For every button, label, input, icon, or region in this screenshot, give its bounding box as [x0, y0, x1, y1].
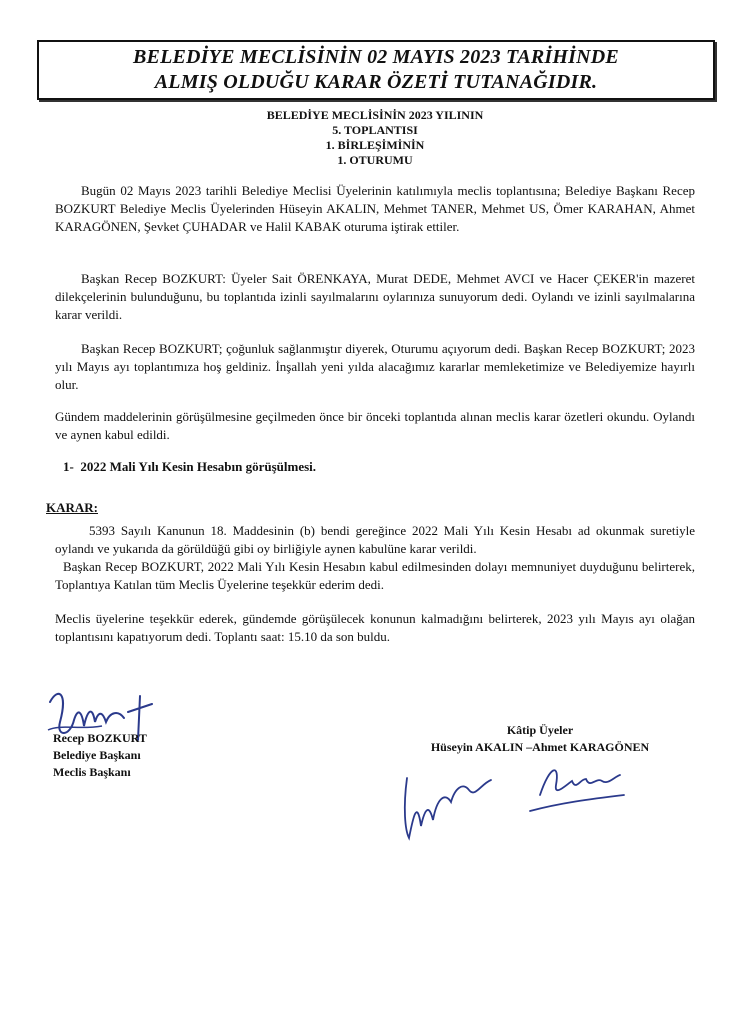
- session-line-3: 1. BİRLEŞİMİNİN: [325, 138, 425, 152]
- session-header: [190, 108, 560, 168]
- agenda-text: 2022 Mali Yılı Kesin Hesabın görüşülmesi.: [80, 459, 317, 474]
- closing-paragraph: [55, 610, 695, 646]
- clerks-names: Hüseyin AKALIN –Ahmet KARAGÖNEN: [430, 740, 650, 754]
- attendance-paragraph: [55, 182, 695, 236]
- decision-heading: KARAR:: [46, 500, 98, 515]
- agenda-number: 1-: [63, 459, 74, 474]
- clerks-signature-block: [390, 722, 690, 756]
- decision-text-1: 5393 Sayılı Kanunun 18. Maddesinin (b) bendi gereğince 2022 Mali Yılı Kesin Hesabı ad okunmak suretiyle oylandı ve yukarıda da görüldüğü gibi oy birliğiyle aynen kabulüne karar verildi.: [55, 523, 695, 556]
- opening-paragraph: [55, 340, 695, 394]
- previous-minutes-text: Gündem maddelerinin görüşülmesine geçilmeden önce bir önceki toplantıda alınan meclis karar özetleri okundu. Oylandı ve aynen kabul edildi.: [55, 409, 695, 442]
- decision-paragraph-2: [55, 558, 695, 594]
- mayor-title-2: Meclis Başkanı: [53, 765, 131, 779]
- clerk-2-signature-icon: [520, 755, 630, 825]
- decision-text-2: Başkan Recep BOZKURT, 2022 Mali Yılı Kesin Hesabın kabul edilmesinden dolayı memnuniyet duyduğunu belirterek, Toplantıya Katılan tüm Meclis Üyelerine teşekkür ederim dedi.: [55, 559, 695, 592]
- mayor-name: Recep BOZKURT: [53, 731, 147, 745]
- clerk-1-signature-icon: [395, 768, 505, 848]
- decision-paragraph-1: [55, 522, 695, 558]
- document-title-line-1: BELEDİYE MECLİSİNİN 02 MAYIS 2023 TARİHİNDE: [133, 46, 619, 68]
- excuses-text: Başkan Recep BOZKURT: Üyeler Sait ÖRENKAYA, Murat DEDE, Mehmet AVCI ve Hacer ÇEKER'in mazeret dilekçelerinin bulunduğunu, bu toplantıda izinli sayılmalarını oylarınıza sunuyorum dedi. Oylandı ve izinli sayılmalarına karar verildi.: [55, 271, 695, 322]
- document-title-line-2: ALMIŞ OLDUĞU KARAR ÖZETİ TUTANAĞIDIR.: [154, 71, 598, 93]
- clerks-title: Kâtip Üyeler: [506, 723, 574, 737]
- attendance-text: Bugün 02 Mayıs 2023 tarihli Belediye Meclisi Üyelerinin katılımıyla meclis toplantısına; Belediye Başkanı Recep BOZKURT Belediye Meclis Üyelerinden Hüseyin AKALIN, Mehmet TANER, Mehmet US, Ömer KARAHAN, Ahmet KARAGÖNEN, Şevket ÇUHADAR ve Halil KABAK oturuma iştirak ettiler.: [55, 183, 695, 234]
- excuses-paragraph: [55, 270, 695, 324]
- opening-text: Başkan Recep BOZKURT; çoğunluk sağlanmıştır diyerek, Oturumu açıyorum dedi. Başkan Recep BOZKURT; 2023 yılı Mayıs ayı toplantımıza hoş geldiniz. İnşallah yeni yılda alacağımız kararlar memleketimize ve Belediyemize hayırlı olur.: [55, 341, 695, 392]
- mayor-signature-block: [53, 730, 147, 781]
- previous-minutes-paragraph: [55, 408, 695, 444]
- session-line-1: BELEDİYE MECLİSİNİN 2023 YILININ: [266, 108, 484, 122]
- closing-text: Meclis üyelerine teşekkür ederek, gündemde görüşülecek konunun kalmadığını belirterek, 2023 yılı Mayıs ayı olağan toplantısını kapatıyorum dedi. Toplantı saat: 15.10 da son buldu.: [55, 611, 695, 644]
- mayor-title-1: Belediye Başkanı: [53, 748, 141, 762]
- document-title-box: [37, 40, 715, 100]
- session-line-4: 1. OTURUMU: [337, 153, 413, 167]
- session-line-2: 5. TOPLANTISI: [332, 123, 418, 137]
- agenda-item: [63, 458, 316, 476]
